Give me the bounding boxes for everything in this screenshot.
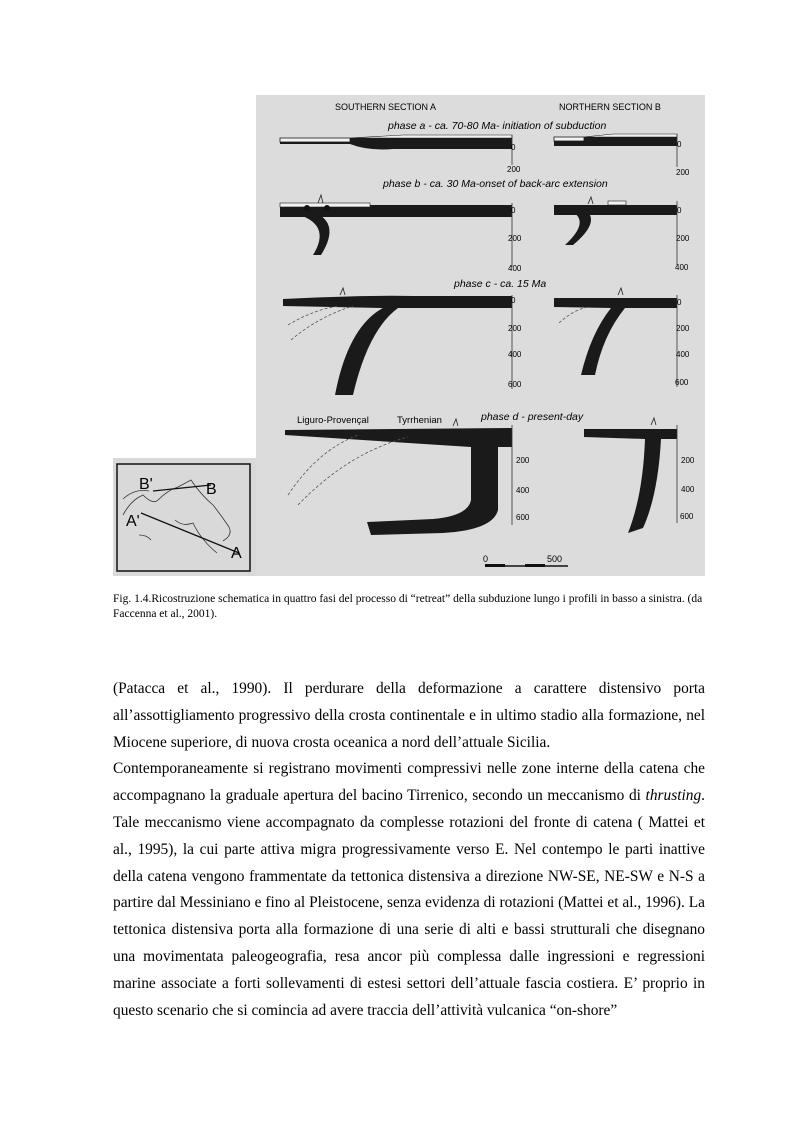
phase-c-north-tick-400: 400 — [676, 350, 690, 359]
phase-a-south-tick-0: 0 — [511, 143, 516, 152]
figure-subduction-retreat — [113, 95, 705, 576]
phase-a-label: phase a - ca. 70-80 Ma- initiation of subduction — [388, 120, 607, 132]
scale-bar-end: 500 — [547, 554, 563, 564]
basin-label-liguro: Liguro-Provençal — [297, 415, 369, 426]
paragraph-1: (Patacca et al., 1990). Il perdurare della deformazione a carattere distensivo porta all’assottigliamento progressivo della crosta continentale e in ultimo stadio alla formazione, nel Miocene superiore, di nuova crosta oceanica a nord dell’attuale Sicilia. — [113, 680, 705, 751]
phase-a-north-tick-200: 200 — [676, 168, 690, 177]
phase-d-south-tick-600: 600 — [516, 513, 530, 522]
phase-d-north-tick-200: 200 — [681, 456, 695, 465]
phase-c-north-tick-200: 200 — [676, 324, 690, 333]
inset-label-a: A — [231, 545, 242, 562]
phase-b-label: phase b - ca. 30 Ma-onset of back-arc extension — [383, 178, 608, 190]
header-northern: NORTHERN SECTION B — [559, 102, 661, 112]
phase-b-south-tick-0: 0 — [511, 206, 516, 215]
phase-d-south-tick-200: 200 — [516, 456, 530, 465]
phase-d-north-tick-600: 600 — [680, 512, 694, 521]
basin-label-tyrrhenian: Tyrrhenian — [397, 415, 442, 426]
phase-d-north-tick-400: 400 — [681, 485, 695, 494]
phase-c-south-tick-0: 0 — [511, 296, 516, 305]
term-thrusting: thrusting — [645, 787, 702, 805]
phase-b-south-tick-200: 200 — [508, 234, 522, 243]
phase-b-north-tick-200: 200 — [676, 234, 690, 243]
phase-c-north-tick-600: 600 — [675, 378, 689, 387]
header-southern: SOUTHERN SECTION A — [335, 102, 437, 112]
phase-b-north-tick-0: 0 — [677, 206, 682, 215]
phase-a-north-tick-0: 0 — [677, 140, 682, 149]
phase-c-south-tick-200: 200 — [508, 324, 522, 333]
phase-c-north-tick-0: 0 — [677, 298, 682, 307]
inset-label-b: B — [206, 481, 217, 498]
phase-c-south-tick-600: 600 — [508, 380, 522, 389]
phase-b-north-tick-400: 400 — [675, 263, 689, 272]
inset-label-b-prime: B' — [139, 476, 153, 493]
phase-d-south-tick-400: 400 — [516, 486, 530, 495]
scale-bar-start: 0 — [483, 554, 489, 564]
phase-a-south-tick-200: 200 — [507, 165, 521, 174]
body-text — [113, 676, 705, 1024]
figure-caption: Fig. 1.4.Ricostruzione schematica in quattro fasi del processo di “retreat” della subduzione lungo i profili in basso a sinistra. (da Faccenna et al., 2001). — [113, 593, 703, 620]
phase-d-label: phase d - present-day — [481, 411, 584, 423]
phase-c-label: phase c - ca. 15 Ma — [454, 278, 547, 290]
paragraph-2 — [113, 756, 705, 1024]
phase-c-south-tick-400: 400 — [508, 350, 522, 359]
inset-label-a-prime: A' — [126, 513, 140, 530]
paragraph-2-start: Contemporaneamente si registrano movimenti compressivi nelle zone interne della catena che accompagnano la graduale apertura del bacino Tirrenico, secondo un meccanismo di — [113, 760, 705, 805]
phase-b-south-tick-400: 400 — [508, 264, 522, 273]
paragraph-2-rest: . Tale meccanismo viene accompagnato da complesse rotazioni del fronte di catena ( Mattei et al., 1995), la cui parte attiva migra progressivamente verso E. Nel contempo le parti inattive della catena vengono frammentate da tettonica distensiva a direzione NW-SE, NE-SW e N-S a partire dal Messiniano e fino al Pleistocene, senza evidenza di rotazioni (Mattei et al., 1996). La tettonica distensiva porta alla formazione di una serie di alti e bassi strutturali che disegnano una movimentata paleogeografia, resa ancor più complessa dalle ingressioni e regressioni marine associate a forti sollevamenti di estesi settori dell’attuale fascia costiera. E’ proprio in questo scenario che si comincia ad avere traccia dell’attività vulcanica “on-shore” — [113, 787, 705, 1019]
